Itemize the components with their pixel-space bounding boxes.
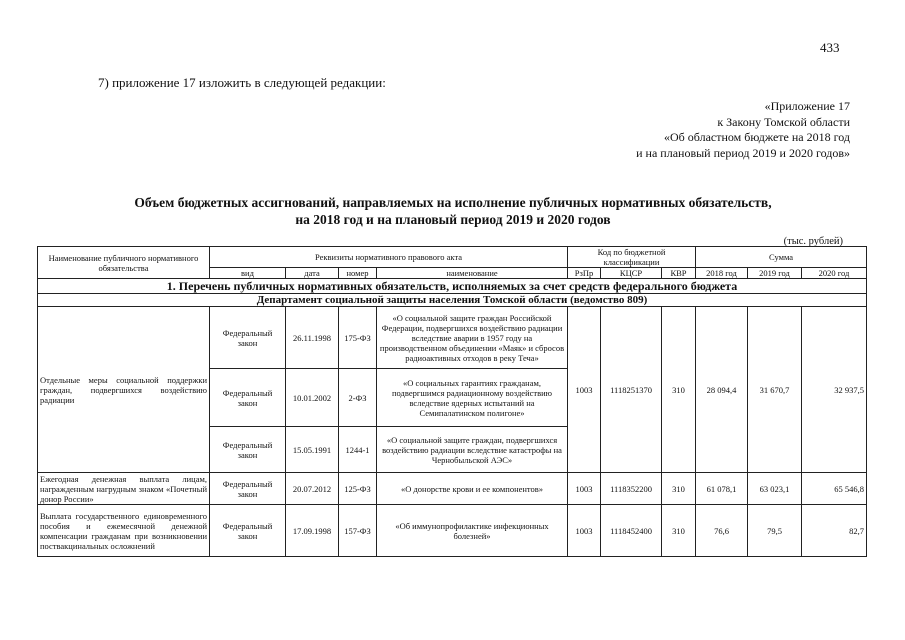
header-kind: вид [210,268,286,279]
table-row [38,473,867,505]
act-date: 20.07.2012 [286,473,339,505]
cell-rzpr: 1003 [568,307,601,473]
cell-2020: 82,7 [802,505,867,557]
header-date: дата [286,268,339,279]
cell-2018: 76,6 [696,505,748,557]
document-title-line: на 2018 год и на плановый период 2019 и 2020 годов [295,212,611,227]
act-kind: Федеральный закон [210,505,286,557]
appendix-line: к Закону Томской области [717,114,850,129]
act-kind: Федеральный закон [210,473,286,505]
header-number: номер [339,268,377,279]
cell-kvr: 310 [662,505,696,557]
cell-kcsr: 1118352200 [601,473,662,505]
department-heading: Департамент социальной защиты населения Томской области (ведомство 809) [38,294,867,307]
document-title-line: Объем бюджетных ассигнований, направляемых на исполнение публичных нормативных обязательств, [134,195,772,210]
act-number: 125-ФЗ [339,473,377,505]
obligation-name: Ежегодная денежная выплата лицам, награжденным нагрудным знаком «Почетный донор России» [38,473,210,505]
cell-kvr: 310 [662,307,696,473]
cell-kcsr: 1118452400 [601,505,662,557]
cell-2020: 65 546,8 [802,473,867,505]
header-2020: 2020 год [802,268,867,279]
table-row [38,505,867,557]
act-number: 2-ФЗ [339,369,377,427]
act-title: «О социальной защите граждан, подвергшихся воздействию радиации вследствие катастрофы на Чернобыльской АЭС» [377,427,568,473]
cell-kcsr: 1118251370 [601,307,662,473]
intro-text: 7) приложение 17 изложить в следующей редакции: [98,75,386,90]
appendix-block [530,99,850,161]
act-date: 15.05.1991 [286,427,339,473]
header-title: наименование [377,268,568,279]
header-sum: Сумма [696,247,867,268]
act-kind: Федеральный закон [210,427,286,473]
act-date: 17.09.1998 [286,505,339,557]
cell-2019: 79,5 [748,505,802,557]
header-kcsr: КЦСР [601,268,662,279]
units-label: (тыс. рублей) [783,236,843,247]
cell-kvr: 310 [662,473,696,505]
act-title: «О социальной защите граждан Российской Федерации, подвергшихся воздействию радиации вследствие аварии в 1957 году на производственном объединении «Маяк» и сбросов радиоактивных отходов в реку Теча» [377,307,568,369]
act-title: «О донорстве крови и ее компонентов» [377,473,568,505]
act-number: 1244-1 [339,427,377,473]
act-title: «О социальных гарантиях гражданам, подвергшимся радиационному воздействию вследствие ядерных испытаний на Семипалатинском полигоне» [377,369,568,427]
document-title [95,194,811,228]
act-kind: Федеральный закон [210,307,286,369]
obligations-table [37,246,867,557]
cell-2020: 32 937,5 [802,307,867,473]
appendix-line: и на плановый период 2019 и 2020 годов» [636,145,850,160]
header-2018: 2018 год [696,268,748,279]
obligation-name: Отдельные меры социальной поддержки граждан, подвергшихся воздействию радиации [38,307,210,473]
obligation-name: Выплата государственного единовременного пособия и ежемесячной денежной компенсации гражданам при возникновении поствакцинальных осложнений [38,505,210,557]
act-number: 157-ФЗ [339,505,377,557]
page-number: 433 [820,40,840,55]
act-number: 175-ФЗ [339,307,377,369]
header-rzpr: РзПр [568,268,601,279]
header-kvr: КВР [662,268,696,279]
cell-rzpr: 1003 [568,473,601,505]
appendix-line: «Об областном бюджете на 2018 год [664,130,850,144]
cell-rzpr: 1003 [568,505,601,557]
section-heading: 1. Перечень публичных нормативных обязательств, исполняемых за счет средств федерального бюджета [38,279,867,294]
cell-2018: 61 078,1 [696,473,748,505]
cell-2019: 31 670,7 [748,307,802,473]
act-date: 10.01.2002 [286,369,339,427]
act-date: 26.11.1998 [286,307,339,369]
cell-2018: 28 094,4 [696,307,748,473]
table-row [38,307,867,369]
header-requisites: Реквизиты нормативного правового акта [210,247,568,268]
header-budget-code: Код по бюджетной классификации [568,247,696,268]
appendix-line: «Приложение 17 [764,99,850,113]
act-title: «Об иммунопрофилактике инфекционных болезней» [377,505,568,557]
header-2019: 2019 год [748,268,802,279]
act-kind: Федеральный закон [210,369,286,427]
header-name: Наименование публичного нормативного обязательства [38,247,210,279]
cell-2019: 63 023,1 [748,473,802,505]
